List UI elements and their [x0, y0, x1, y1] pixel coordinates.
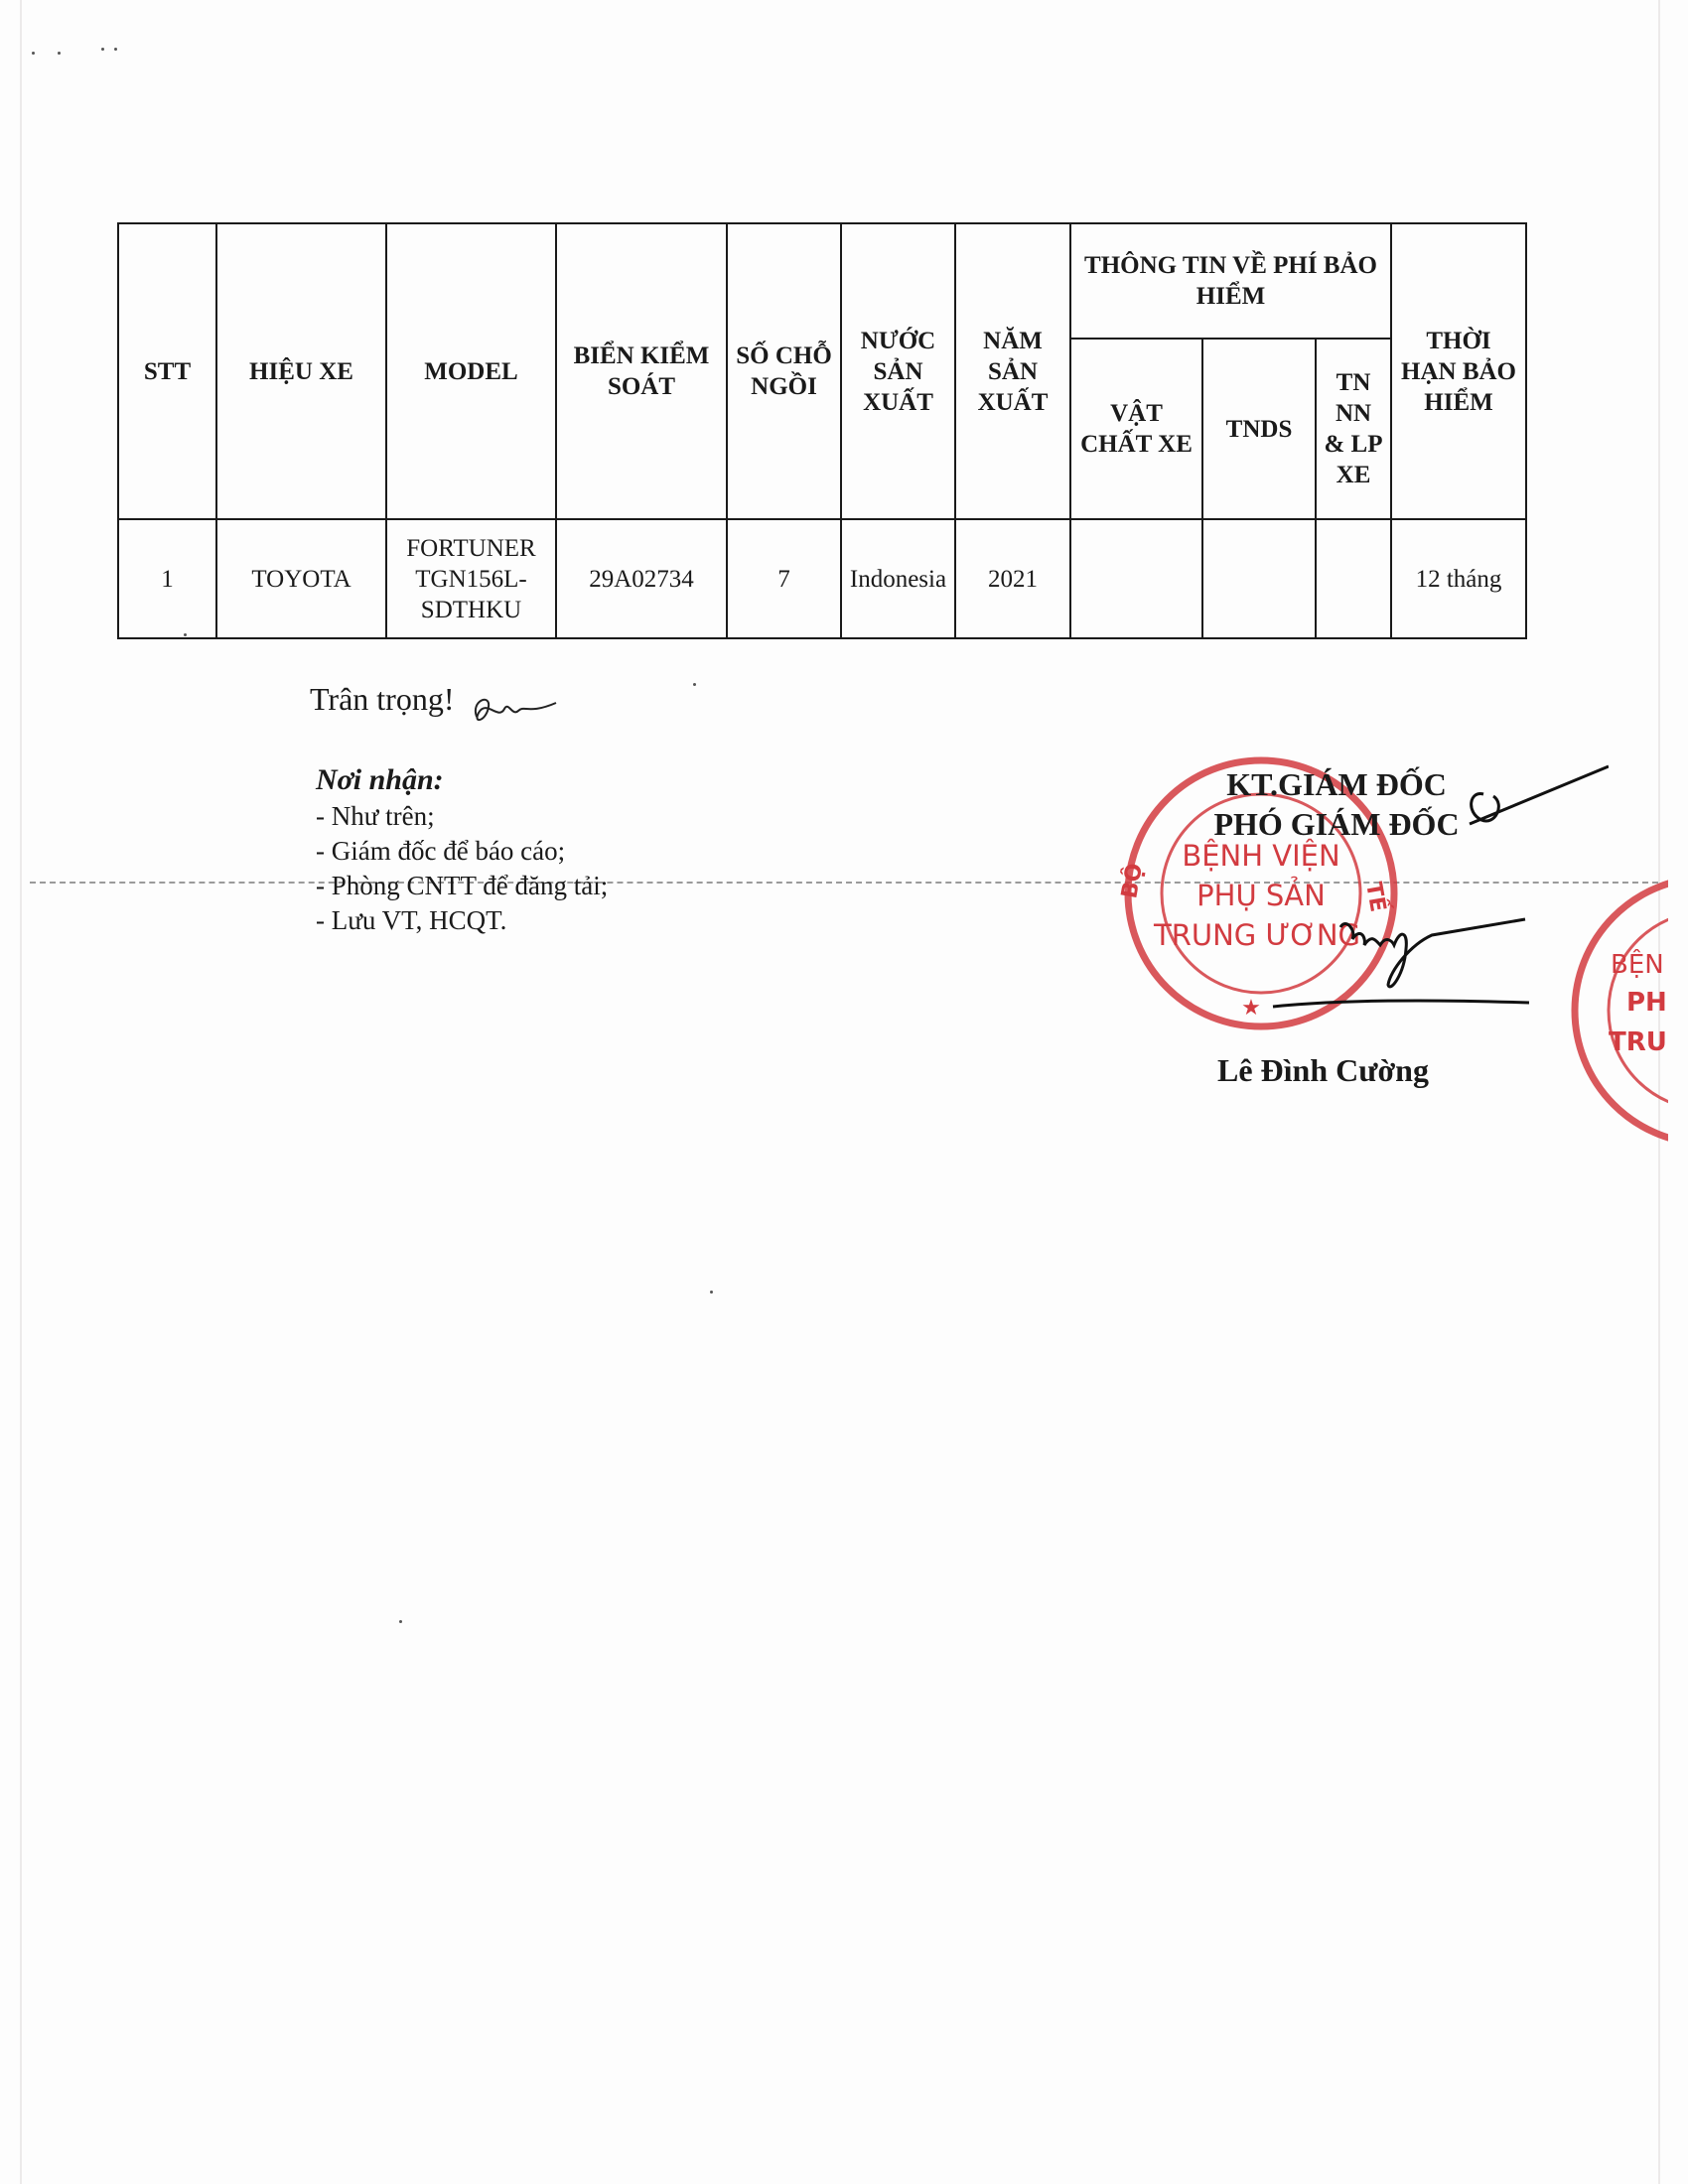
stamp-line-2: PHỤ SẢN [1196, 879, 1326, 912]
stamp-top-left: BỘ [1117, 861, 1149, 901]
header-tn-nn-lp-xe: TN NN & LP XE [1316, 339, 1391, 519]
scan-speck [114, 48, 117, 51]
header-so-cho-ngoi: SỐ CHỖ NGỒI [727, 223, 841, 519]
cell-nam-san-xuat: 2021 [955, 519, 1070, 638]
cell-tn-nn-lp-xe [1316, 519, 1391, 638]
scan-edge-left [20, 0, 22, 2184]
header-vat-chat-xe: VẬT CHẤT XE [1070, 339, 1202, 519]
insurance-vehicle-table [117, 222, 1527, 639]
cell-thoi-han: 12 tháng [1391, 519, 1526, 638]
recipient-item: - Giám đốc để báo cáo; [316, 836, 566, 866]
initial-signature-icon [469, 687, 558, 733]
scan-speck [693, 683, 696, 686]
header-hieu-xe: HIỆU XE [216, 223, 386, 519]
scan-speck [710, 1291, 713, 1294]
scan-speck [58, 52, 61, 55]
table-row [118, 519, 1526, 638]
scan-speck [32, 52, 35, 55]
header-stt: STT [118, 223, 216, 519]
cell-tnds [1202, 519, 1316, 638]
signatory-name: Lê Đình Cường [1217, 1052, 1429, 1088]
stamp-top-right: TẾ [1360, 880, 1390, 914]
recipients-list [316, 799, 608, 938]
partial-stamp-line-3: TRU [1609, 1027, 1667, 1057]
signatory-title-line-2: PHÓ GIÁM ĐỐC [1213, 806, 1460, 842]
stamp-star-icon: ★ [1241, 996, 1261, 1021]
recipient-item: - Phòng CNTT để đăng tải; [316, 871, 609, 900]
cell-so-cho-ngoi: 7 [727, 519, 841, 638]
recipient-item: - Lưu VT, HCQT. [316, 905, 507, 935]
partial-stamp-line-2: PH [1626, 988, 1667, 1018]
cell-nuoc-san-xuat: Indonesia [841, 519, 955, 638]
header-nam-san-xuat: NĂM SẢN XUẤT [955, 223, 1070, 519]
recipient-item: - Như trên; [316, 801, 435, 831]
partial-stamp-line-1: BỆN [1611, 950, 1664, 980]
stamp-line-3: TRUNG ƯƠNG [1154, 918, 1360, 952]
header-bien-kiem-soat: BIỂN KIỂM SOÁT [556, 223, 727, 519]
cell-stt: 1 [118, 519, 216, 638]
recipients-block [316, 762, 608, 938]
header-nuoc-san-xuat: NƯỚC SẢN XUẤT [841, 223, 955, 519]
cell-hieu-xe: TOYOTA [216, 519, 386, 638]
header-thong-tin-phi: THÔNG TIN VỀ PHÍ BẢO HIỂM [1070, 223, 1391, 339]
scan-speck [101, 48, 104, 51]
header-model: MODEL [386, 223, 556, 519]
closing-salutation: Trân trọng! [310, 681, 455, 717]
cell-model: FORTUNER TGN156L-SDTHKU [386, 519, 556, 638]
signatory-title-line-1: KT.GIÁM ĐỐC [1226, 766, 1447, 802]
recipients-heading: Nơi nhận: [316, 763, 444, 796]
handwritten-signature-icon [1172, 751, 1609, 1048]
header-tnds: TNDS [1202, 339, 1316, 519]
cell-vat-chat-xe [1070, 519, 1202, 638]
header-thoi-han: THỜI HẠN BẢO HIỂM [1391, 223, 1526, 519]
scan-speck [399, 1620, 402, 1623]
cell-bien-kiem-soat: 29A02734 [556, 519, 727, 638]
stamp-line-1: BỆNH VIỆN [1182, 839, 1340, 873]
